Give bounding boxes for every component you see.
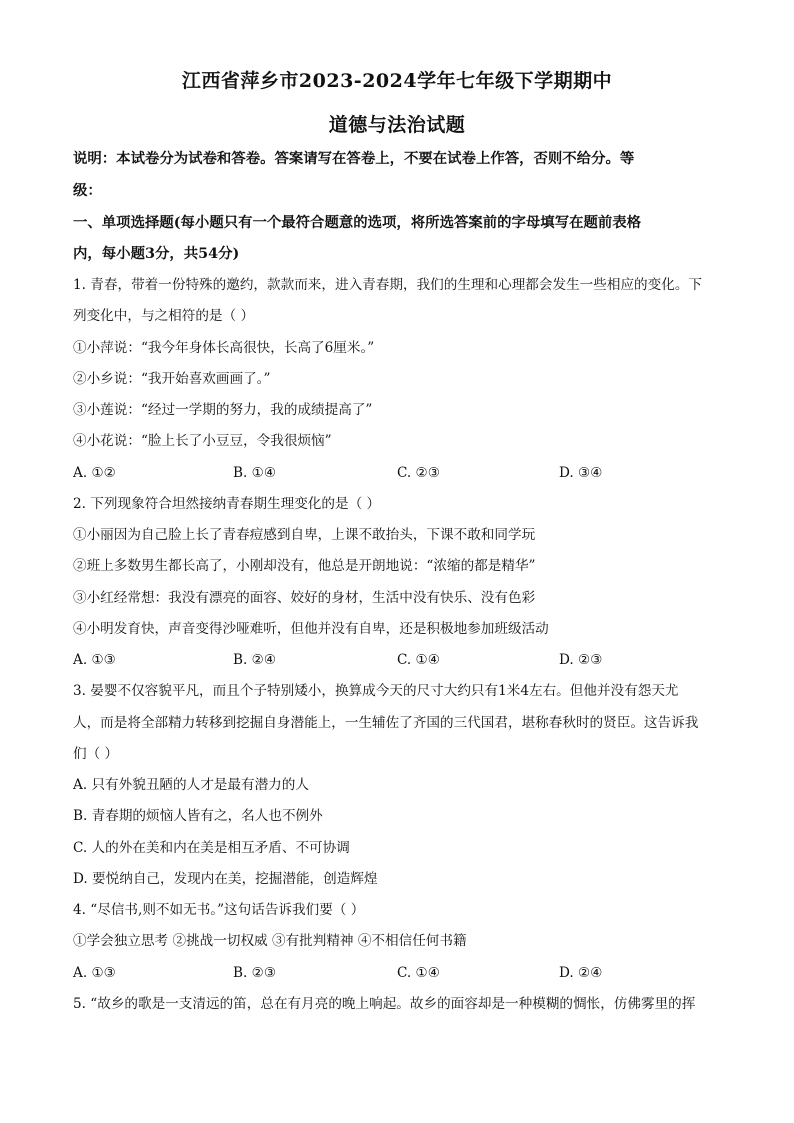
q2-item-3: ③小红经常想：我没有漂亮的面容、姣好的身材，生活中没有快乐、没有色彩 [73, 590, 536, 606]
instruction-line-2: 级： [73, 182, 102, 199]
q1-option-d[interactable]: D. ③④ [559, 465, 603, 481]
q3-choice-a[interactable]: A. 只有外貌丑陋的人才是最有潜力的人 [73, 777, 309, 793]
q1-option-b[interactable]: B. ①④ [233, 465, 277, 481]
q1-option-c[interactable]: C. ②③ [397, 465, 440, 481]
q2-item-2: ②班上多数男生都长高了，小刚却没有，他总是开朗地说：“浓缩的都是精华” [73, 558, 536, 574]
section-heading-line-2: 内，每小题3分，共54分) [73, 245, 240, 262]
q3-choice-b[interactable]: B. 青春期的烦恼人皆有之，名人也不例外 [73, 808, 323, 824]
q3-choice-d[interactable]: D. 要悦纳自己，发现内在美，挖掘潜能，创造辉煌 [73, 871, 378, 887]
q4-stem: 4. “尽信书,则不如无书。”这句话告诉我们要（ ） [73, 902, 365, 918]
q4-option-c[interactable]: C. ①④ [397, 965, 440, 981]
q4-option-d[interactable]: D. ②④ [559, 965, 603, 981]
q4-items: ①学会独立思考 ②挑战一切权威 ③有批判精神 ④不相信任何书籍 [73, 933, 467, 949]
q3-stem-line-3: 们（ ） [73, 746, 119, 762]
q2-option-a[interactable]: A. ①③ [73, 652, 116, 668]
q1-item-4: ④小花说：“脸上长了小豆豆，令我很烦恼” [73, 433, 332, 449]
q4-option-a[interactable]: A. ①③ [73, 965, 116, 981]
q2-stem: 2. 下列现象符合坦然接纳青春期生理变化的是（ ） [73, 496, 381, 512]
q3-stem-line-2: 人，而是将全部精力转移到挖掘自身潜能上，一生辅佐了齐国的三代国君，堪称春秋时的贤臣。这告诉我 [73, 715, 699, 731]
q1-item-2: ②小乡说：“我开始喜欢画画了。” [73, 371, 271, 387]
q4-option-b[interactable]: B. ②③ [233, 965, 277, 981]
exam-subject-title: 道德与法治试题 [328, 114, 466, 136]
q1-item-3: ③小莲说：“经过一学期的努力，我的成绩提高了” [73, 402, 373, 418]
q2-item-1: ①小丽因为自己脸上长了青春痘感到自卑，上课不敢抬头，下课不敢和同学玩 [73, 527, 536, 543]
q1-stem-line-1: 1. 青春，带着一份特殊的邀约，款款而来，进入青春期，我们的生理和心理都会发生一些相应的变化。下 [73, 277, 703, 293]
q1-item-1: ①小萍说：“我今年身体长高很快，长高了6厘米。” [73, 340, 375, 356]
q3-stem-line-1: 3. 晏婴不仅容貌平凡，而且个子特别矮小，换算成今天的尺寸大约只有1米4左右。但他并没有怨天尤 [73, 683, 679, 699]
exam-title: 江西省萍乡市2023-2024学年七年级下学期期中 [181, 70, 613, 92]
q2-option-d[interactable]: D. ②③ [559, 652, 603, 668]
instruction-line-1: 说明：本试卷分为试卷和答卷。答案请写在答卷上，不要在试卷上作答，否则不给分。等 [73, 150, 635, 167]
q2-item-4: ④小明发育快，声音变得沙哑难听，但他并没有自卑，还是积极地参加班级活动 [73, 621, 549, 637]
q5-stem-line-1: 5. “故乡的歌是一支清远的笛，总在有月亮的晚上响起。故乡的面容却是一种模糊的惆怅，仿佛雾里的挥 [73, 996, 696, 1012]
q3-choice-c[interactable]: C. 人的外在美和内在美是相互矛盾、不可协调 [73, 840, 350, 856]
q2-option-b[interactable]: B. ②④ [233, 652, 277, 668]
q1-stem-line-2: 列变化中，与之相符的是（ ） [73, 308, 255, 324]
section-heading-line-1: 一、单项选择题(每小题只有一个最符合题意的选项，将所选答案前的字母填写在题前表格 [73, 214, 642, 231]
q2-option-c[interactable]: C. ①④ [397, 652, 440, 668]
q1-option-a[interactable]: A. ①② [73, 465, 116, 481]
